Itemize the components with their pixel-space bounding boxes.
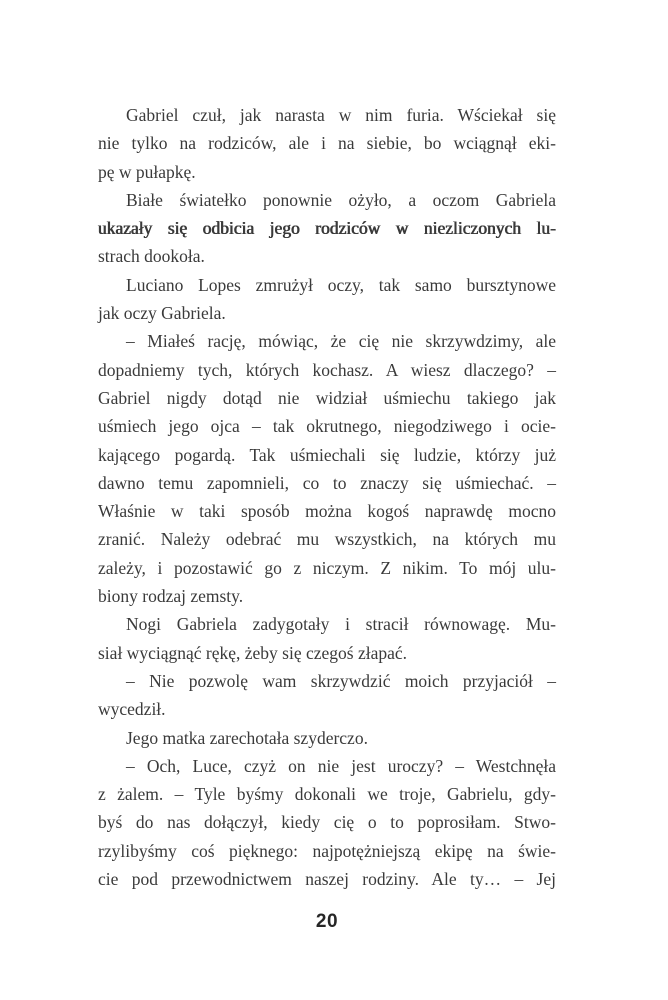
text-line: wycedził. — [98, 699, 166, 720]
paragraph — [98, 724, 556, 752]
text-line: z żalem. – Tyle byśmy dokonali we troje, Gabrielu, gdy- — [98, 784, 556, 805]
text-line: ukazały się odbicia jego rodziców w niezliczonych lu- — [98, 218, 556, 239]
text-line: – Och, Luce, czyż on nie jest uroczy? – Westchnęła — [126, 755, 556, 776]
page-number: 20 — [315, 911, 339, 932]
body-text — [98, 101, 556, 893]
paragraph — [98, 610, 556, 667]
text-line: cie pod przewodnictwem naszej rodziny. Ale ty… – Jej — [98, 869, 556, 890]
text-line: nie tylko na rodziców, ale i na siebie, bo wciągnął eki- — [98, 133, 556, 154]
text-line: zależy, i pozostawić go z niczym. Z nikim. To mój ulu- — [98, 557, 556, 578]
text-line: dawno temu zapomnieli, co to znaczy się uśmiechać. – — [98, 472, 556, 493]
text-line: zranić. Należy odebrać mu wszystkich, na których mu — [98, 529, 556, 550]
text-line: jak oczy Gabriela. — [98, 303, 226, 324]
text-line: strach dookoła. — [98, 246, 205, 267]
text-line: Gabriel nigdy dotąd nie widział uśmiechu takiego jak — [98, 387, 556, 408]
text-line: pę w pułapkę. — [98, 161, 196, 182]
text-line: rzylibyśmy coś pięknego: najpotężniejszą ekipę na świe- — [98, 840, 556, 861]
text-line: Białe światełko ponownie ożyło, a oczom Gabriela — [126, 189, 556, 210]
text-line: kającego pogardą. Tak uśmiechali się ludzie, którzy już — [98, 444, 556, 465]
text-line: byś do nas dołączył, kiedy cię o to poprosiłam. Stwo- — [98, 812, 556, 833]
text-line: – Miałeś rację, mówiąc, że cię nie skrzywdzimy, ale — [126, 331, 556, 352]
paragraph — [98, 186, 556, 271]
text-line: uśmiech jego ojca – tak okrutnego, niegodziwego i ocie- — [98, 416, 556, 437]
text-line: Luciano Lopes zmrużył oczy, tak samo bursztynowe — [126, 274, 556, 295]
paragraph — [98, 271, 556, 328]
paragraph — [98, 101, 556, 186]
text-line: biony rodzaj zemsty. — [98, 586, 244, 607]
text-line: dopadniemy tych, których kochasz. A wiesz dlaczego? – — [98, 359, 556, 380]
paragraph — [98, 327, 556, 610]
paragraph — [98, 752, 556, 893]
text-line: Nogi Gabriela zadygotały i stracił równowagę. Mu- — [126, 614, 556, 635]
text-line: siał wyciągnąć rękę, żeby się czegoś złapać. — [98, 642, 408, 663]
text-line: Właśnie w taki sposób można kogoś naprawdę mocno — [98, 501, 556, 522]
text-line: Gabriel czuł, jak narasta w nim furia. Wściekał się — [126, 105, 556, 125]
text-line: – Nie pozwolę wam skrzywdzić moich przyjaciół – — [126, 670, 556, 691]
text-line: Jego matka zarechotała szyderczo. — [126, 727, 368, 748]
paragraph — [98, 667, 556, 724]
